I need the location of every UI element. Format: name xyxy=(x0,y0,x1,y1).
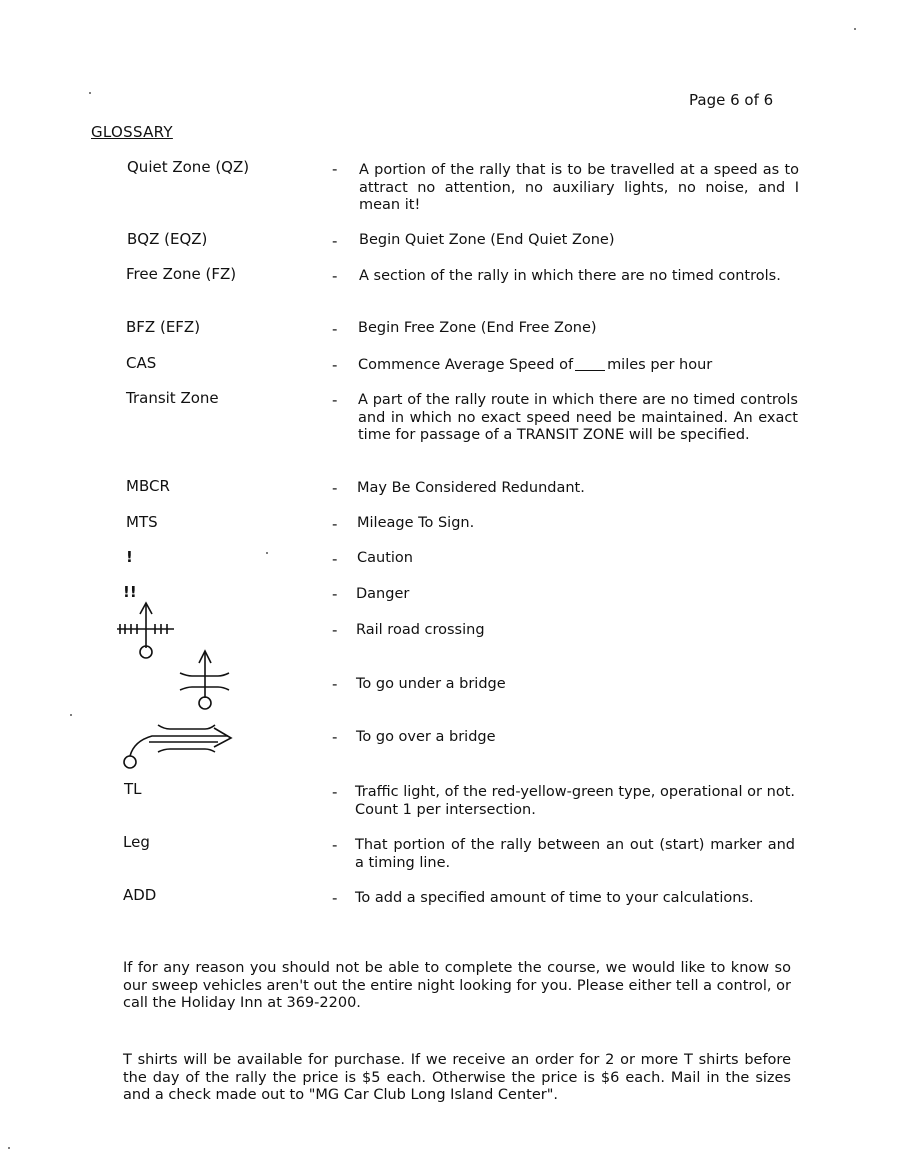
term-bfz: BFZ (EFZ) xyxy=(126,318,201,336)
separator-dash: - xyxy=(332,550,338,568)
separator-dash: - xyxy=(332,585,338,603)
separator-dash: - xyxy=(332,675,338,693)
definition-danger: Danger xyxy=(356,586,410,602)
separator-dash: - xyxy=(332,479,338,497)
scan-speck xyxy=(89,92,91,94)
definition-bqz: Begin Quiet Zone (End Quiet Zone) xyxy=(359,232,615,248)
separator-dash: - xyxy=(332,889,338,907)
note-withdrawal: If for any reason you should not be able to complete the course, we would like to know so our sweep vehicles aren't out the entire night looking for you. Please either tell a control, or call the Holiday Inn at 369-2200. xyxy=(123,960,791,1011)
term-add: ADD xyxy=(123,886,157,904)
definition-add: To add a specified amount of time to your calculations. xyxy=(355,890,754,906)
separator-dash: - xyxy=(332,232,338,250)
term-mts: MTS xyxy=(126,513,158,531)
term-danger-symbol: !! xyxy=(123,583,137,601)
separator-dash: - xyxy=(332,267,338,285)
term-free-zone: Free Zone (FZ) xyxy=(126,265,237,283)
term-tl: TL xyxy=(124,780,142,798)
definition-railroad-crossing: Rail road crossing xyxy=(356,622,485,638)
separator-dash: - xyxy=(332,160,338,178)
definition-quiet-zone: A portion of the rally that is to be travelled at a speed as to attract no attention, no auxiliary lights, no noise, and I mean it! xyxy=(359,162,799,213)
cas-text-before: Commence Average Speed of xyxy=(358,357,574,373)
term-quiet-zone: Quiet Zone (QZ) xyxy=(127,158,250,176)
scan-speck xyxy=(854,28,856,30)
definition-leg: That portion of the rally between an out (start) marker and a timing line. xyxy=(355,837,795,871)
definition-transit-zone: A part of the rally route in which there are no timed controls and in which no exact speed need be maintained. An exact time for passage of a TRANSIT ZONE will be specified. xyxy=(358,392,798,443)
term-transit-zone: Transit Zone xyxy=(126,389,219,407)
separator-dash: - xyxy=(332,320,338,338)
definition-over-bridge: To go over a bridge xyxy=(356,729,496,745)
separator-dash: - xyxy=(332,783,338,801)
definition-mbcr: May Be Considered Redundant. xyxy=(357,480,585,496)
definition-bfz: Begin Free Zone (End Free Zone) xyxy=(358,320,597,336)
term-mbcr: MBCR xyxy=(126,477,170,495)
definition-under-bridge: To go under a bridge xyxy=(356,676,506,692)
definition-caution: Caution xyxy=(357,550,413,566)
term-cas: CAS xyxy=(126,354,157,372)
separator-dash: - xyxy=(332,391,338,409)
scan-speck xyxy=(266,552,268,554)
scan-speck xyxy=(8,1147,10,1149)
page-number: Page 6 of 6 xyxy=(689,91,774,109)
note-t-shirts: T shirts will be available for purchase. If we receive an order for 2 or more T shirts before the day of the rally the price is $5 each. Otherwise the price is $6 each. Mail in the sizes and a check made out to "MG Car Club Long Island Center". xyxy=(123,1052,791,1103)
separator-dash: - xyxy=(332,836,338,854)
cas-text-after: miles per hour xyxy=(607,357,713,373)
separator-dash: - xyxy=(332,728,338,746)
term-caution-symbol: ! xyxy=(126,548,133,566)
term-bqz: BQZ (EQZ) xyxy=(127,230,208,248)
separator-dash: - xyxy=(332,356,338,374)
separator-dash: - xyxy=(332,621,338,639)
definition-mts: Mileage To Sign. xyxy=(357,515,475,531)
term-leg: Leg xyxy=(123,833,150,851)
definition-free-zone: A section of the rally in which there are no timed controls. xyxy=(359,268,781,284)
definition-tl: Traffic light, of the red-yellow-green type, operational or not. Count 1 per intersection. xyxy=(355,784,795,818)
glossary-title: GLOSSARY xyxy=(91,123,173,141)
scan-speck xyxy=(70,714,72,716)
separator-dash: - xyxy=(332,515,338,533)
